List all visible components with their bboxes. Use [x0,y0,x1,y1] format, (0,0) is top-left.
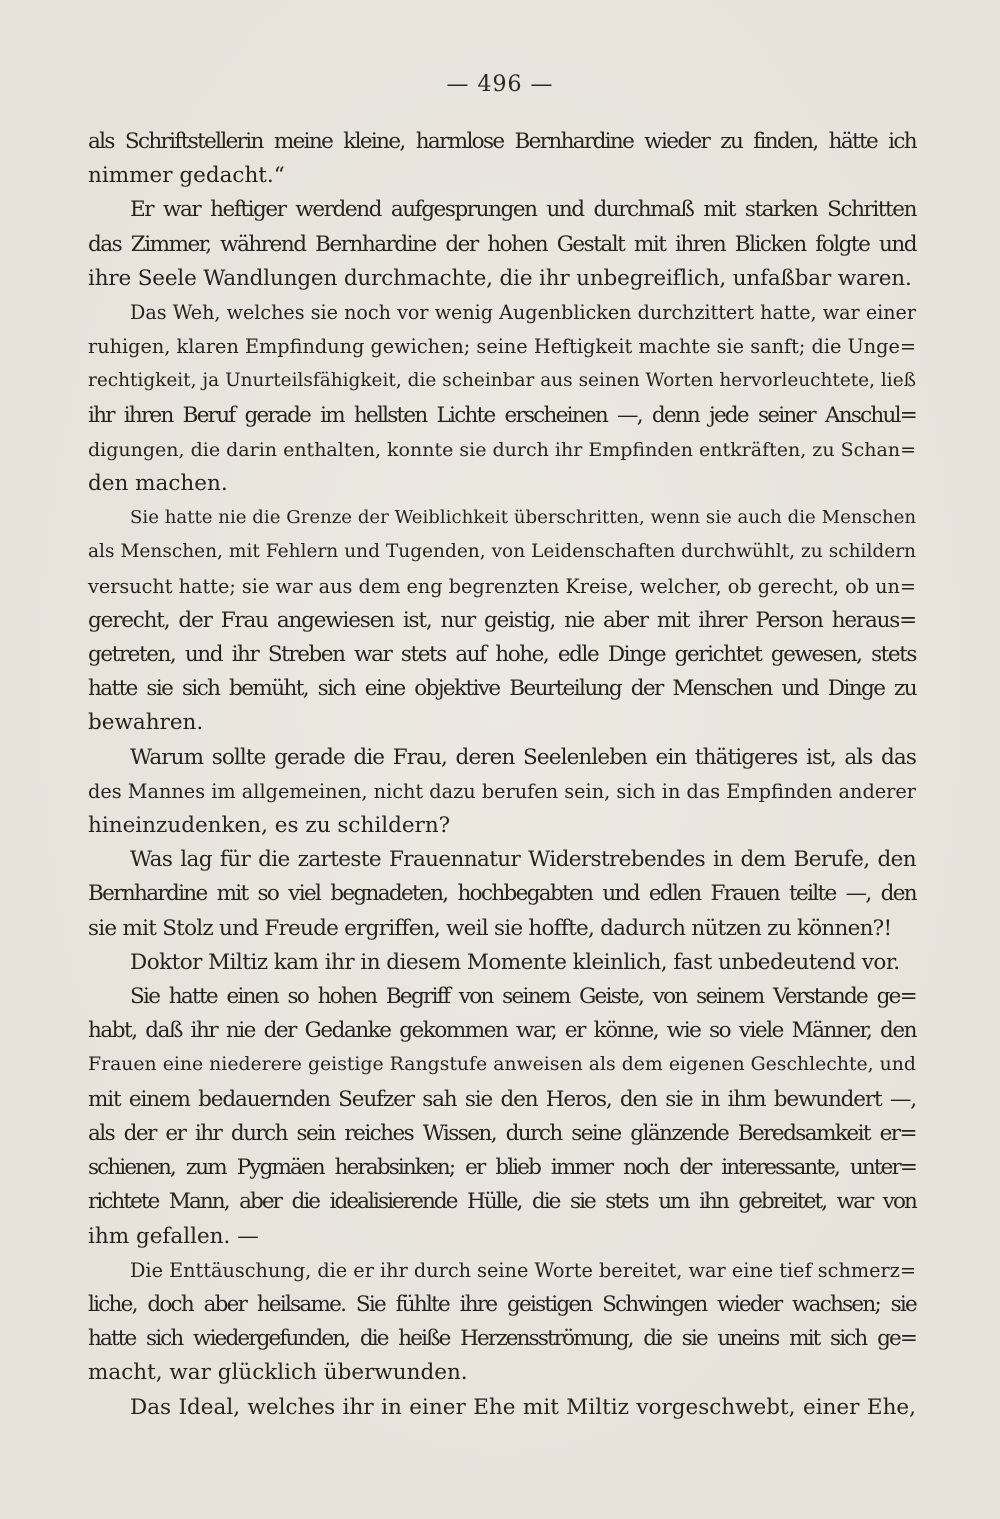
text-line: hatte sich wiedergefunden, die heiße Herzensströmung, die sie uneins mit sich ge= [88,1326,916,1352]
text-line: liche, doch aber heilsame. Sie fühlte ihre geistigen Schwingen wieder wachsen; sie [88,1291,916,1317]
text-line: ruhigen, klaren Empfindung gewichen; seine Heftigkeit machte sie sanft; die Unge= [88,335,916,359]
text-line: des Mannes im allgemeinen, nicht dazu berufen sein, sich in das Empfinden anderer [88,779,916,803]
text-line: macht, war glücklich überwunden. [88,1360,468,1386]
text-line: ihre Seele Wandlungen durchmachte, die ihr unbegreiflich, unfaßbar waren. [88,265,912,291]
text-line: hineinzudenken, es zu schildern? [88,813,451,839]
text-line: Frauen eine niederere geistige Rangstufe anweisen als dem eigenen Geschlechte, und [88,1054,916,1076]
text-line: mit einem bedauernden Seufzer sah sie den Heros, den sie in ihm bewundert —, [88,1086,916,1112]
text-line: als Menschen, mit Fehlern und Tugenden, von Leidenschaften durchwühlt, zu schildern [88,541,916,563]
text-line: als Schriftstellerin meine kleine, harmlose Bernhardine wieder zu finden, hätte ich [88,129,916,154]
text-line: digungen, die darin enthalten, konnte sie durch ihr Empfinden entkräften, zu Schan= [88,438,916,461]
text-line: versucht hatte; sie war aus dem eng begrenzten Kreise, welcher, ob gerecht, ob un= [88,574,916,598]
text-line: Das Weh, welches sie noch vor wenig Augenblicken durchzittert hatte, war einer [130,301,916,325]
text-line: ihm gefallen. — [88,1223,259,1249]
text-line: als der er ihr durch sein reiches Wissen, durch seine glänzende Beredsamkeit er= [88,1120,916,1146]
text-line: gerecht, der Frau angewiesen ist, nur geistig, nie aber mit ihrer Person heraus= [88,607,916,633]
text-line: rechtigkeit, ja Unurteilsfähigkeit, die scheinbar aus seinen Worten hervorleuchtete, ließ [88,370,916,392]
text-line: Sie hatte nie die Grenze der Weiblichkeit überschritten, wenn sie auch die Menschen [130,507,916,529]
text-line: habt, daß ihr nie der Gedanke gekommen war, er könne, wie so viele Männer, den [88,1018,916,1044]
text-line: richtete Mann, aber die idealisierende Hülle, die sie stets um ihn gebreitet, war von [88,1189,916,1215]
text-line: Was lag für die zarteste Frauennatur Widerstrebendes in dem Berufe, den [130,847,916,873]
text-line: Bernhardine mit so viel begnadeten, hochbegabten und edlen Frauen teilte —, den [88,881,916,907]
body-text [88,125,916,1425]
text-line: Sie hatte einen so hohen Begriff von seinem Geiste, von seinem Verstande ge= [130,984,916,1010]
text-line: das Zimmer, während Bernhardine der hohen Gestalt mit ihren Blicken folgte und [88,231,916,257]
text-line: getreten, und ihr Streben war stets auf hohe, edle Dinge gerichtet gewesen, stets [88,642,916,668]
text-line: ihr ihren Beruf gerade im hellsten Lichte erscheinen —, denn jede seiner Anschul= [88,402,916,428]
text-line: Er war heftiger werdend aufgesprungen und durchmaß mit starken Schritten [130,197,916,223]
text-line: hatte sie sich bemüht, sich eine objektive Beurteilung der Menschen und Dinge zu [88,676,916,702]
text-line: den machen. [88,471,228,497]
text-line: Das Ideal, welches ihr in einer Ehe mit Miltiz vorgeschwebt, einer Ehe, [130,1394,916,1420]
text-line: nimmer gedacht.“ [88,163,285,189]
text-line: Warum sollte gerade die Frau, deren Seelenleben ein thätigeres ist, als das [130,744,916,770]
text-line: Die Enttäuschung, die er ihr durch seine Worte bereitet, war eine tief schmerz= [130,1258,916,1282]
text-line: schienen, zum Pygmäen herabsinken; er blieb immer noch der interessante, unter= [88,1155,916,1181]
text-line: Doktor Miltiz kam ihr in diesem Momente kleinlich, fast unbedeutend vor. [130,949,900,975]
text-line: sie mit Stolz und Freude ergriffen, weil sie hoffte, dadurch nützen zu können?! [88,915,892,941]
text-line: bewahren. [88,710,204,736]
page-number: — 496 — [446,72,554,97]
